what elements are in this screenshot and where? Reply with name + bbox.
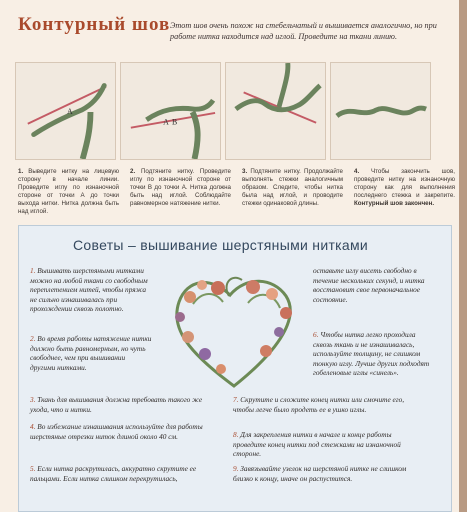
tip-item	[233, 395, 423, 414]
tip-text: Ткань для вышивания должна требовать такого же ухода, что и нитки.	[30, 395, 203, 414]
step-caption-2	[130, 168, 231, 216]
needle-thread-illustration	[226, 63, 325, 159]
step-caption-1	[18, 168, 119, 216]
tip-item	[30, 422, 210, 441]
step-number: 1.	[18, 168, 24, 175]
tip-item	[30, 266, 152, 314]
tip-item	[30, 464, 210, 483]
step-text: Подтяните нитку. Проведите иглу по изнаночной стороне от точки В до точки А. Нитка должна быть над иглой. Соблюдайте равномерное натяжение нитки.	[130, 168, 231, 207]
step-text: Выведите нитку на лицевую сторону в начале линии. Проведите иглу по изнаночной стороне от точки А до точки выхода нитки. Нитка должна быть над иглой.	[18, 168, 119, 215]
tip-text: Завязывайте узелок на шерстяной нитке не слишком близко к концу, иначе он распустится.	[233, 464, 407, 483]
step-caption-3	[242, 168, 343, 216]
tip-number: 8.	[233, 430, 239, 439]
point-a-label: A	[66, 106, 73, 116]
point-b-label: B	[171, 117, 178, 127]
intro-text: Этот шов очень похож на стебельчатый и вышивается аналогично, но при работе нитка находится над иглой. Проведите на ткани линию.	[170, 21, 437, 41]
tip-number: 6.	[313, 330, 319, 339]
step-number: 3.	[242, 168, 248, 175]
tip-text: Чтобы нитка легко проходила сквозь ткань и не изнашивалась, используйте толщину, не слишком тонкую иглу. Лучше других подходят гобеленовые иглы «синель».	[313, 330, 430, 377]
step-photo-1	[15, 62, 116, 160]
step-text: Подтяните нитку. Продолжайте выполнять стежки аналогичным образом. Следите, чтобы нитка была над иглой, и проводите стежки одинаковой длины.	[242, 168, 343, 207]
step-photo-3	[225, 62, 326, 160]
point-a-label: A	[163, 117, 169, 127]
step-photo-2	[120, 62, 221, 160]
finished-stitch-illustration	[331, 63, 430, 159]
step-number: 2.	[130, 168, 136, 175]
tip-text: Если нитка раскрутилась, аккуратно скрутите ее пальцами. Если нитка слишком перекрутилась,	[30, 464, 197, 483]
tip-item	[30, 334, 152, 372]
tips-title: Советы – вышивание шерстяными нитками	[73, 237, 369, 253]
tip-number: 5.	[30, 464, 36, 473]
step-photos	[15, 62, 463, 160]
tip-item	[233, 430, 423, 459]
tip-text: Во избежание изнашивания используйте для работы шерстяные отрезки ниток длиной около 40 см.	[30, 422, 203, 441]
tip-text: оставьте иглу висеть свободно в течение нескольких секунд, и нитка восстановит свое первоначальное состояние.	[313, 266, 425, 304]
step-bold-text: Контурный шов закончен.	[354, 200, 435, 207]
tip-number: 1.	[30, 266, 36, 275]
tip-item	[30, 395, 210, 414]
tip-text: Скрутите и сложите конец нитки или смочите его, чтобы легче было продеть ее в ушко иглы.	[233, 395, 405, 414]
tip-text: Для закрепления нитки в начале и конце работы проведите конец нитки под стежками на изнаночной стороне.	[233, 430, 401, 458]
step-caption-4	[354, 168, 455, 216]
step-number: 4.	[354, 168, 360, 175]
tip-number: 9.	[233, 464, 239, 473]
needle-thread-illustration	[16, 63, 115, 159]
tip-item	[313, 266, 435, 304]
step-photo-4	[330, 62, 431, 160]
tip-item	[233, 464, 423, 483]
needle-thread-illustration	[121, 63, 220, 159]
tip-number: 4.	[30, 422, 36, 431]
step-captions	[18, 168, 460, 216]
tip-item	[313, 330, 435, 378]
tip-text: Вышивать шерстяными нитками можно на любой ткани со свободным переплетением нитей, чтобы пряжа не сильно изнашивалась при прохождении сквозь полотно.	[30, 266, 148, 313]
tip-number: 3.	[30, 395, 36, 404]
tip-number: 7.	[233, 395, 239, 404]
page-title: Контурный шов	[18, 14, 171, 35]
step-text: Чтобы закончить шов, проведите нитку на изнаночную сторону как для выполнения последнего стежка и закрепите.	[354, 168, 455, 199]
heart-embroidery-illustration	[162, 268, 305, 397]
tip-text: Во время работы натяжение нитки должно быть равномерным, но чуть свободнее, чем при вышивании другими нитками.	[30, 334, 152, 372]
tip-number: 2.	[30, 334, 36, 343]
tips-panel	[18, 225, 452, 512]
